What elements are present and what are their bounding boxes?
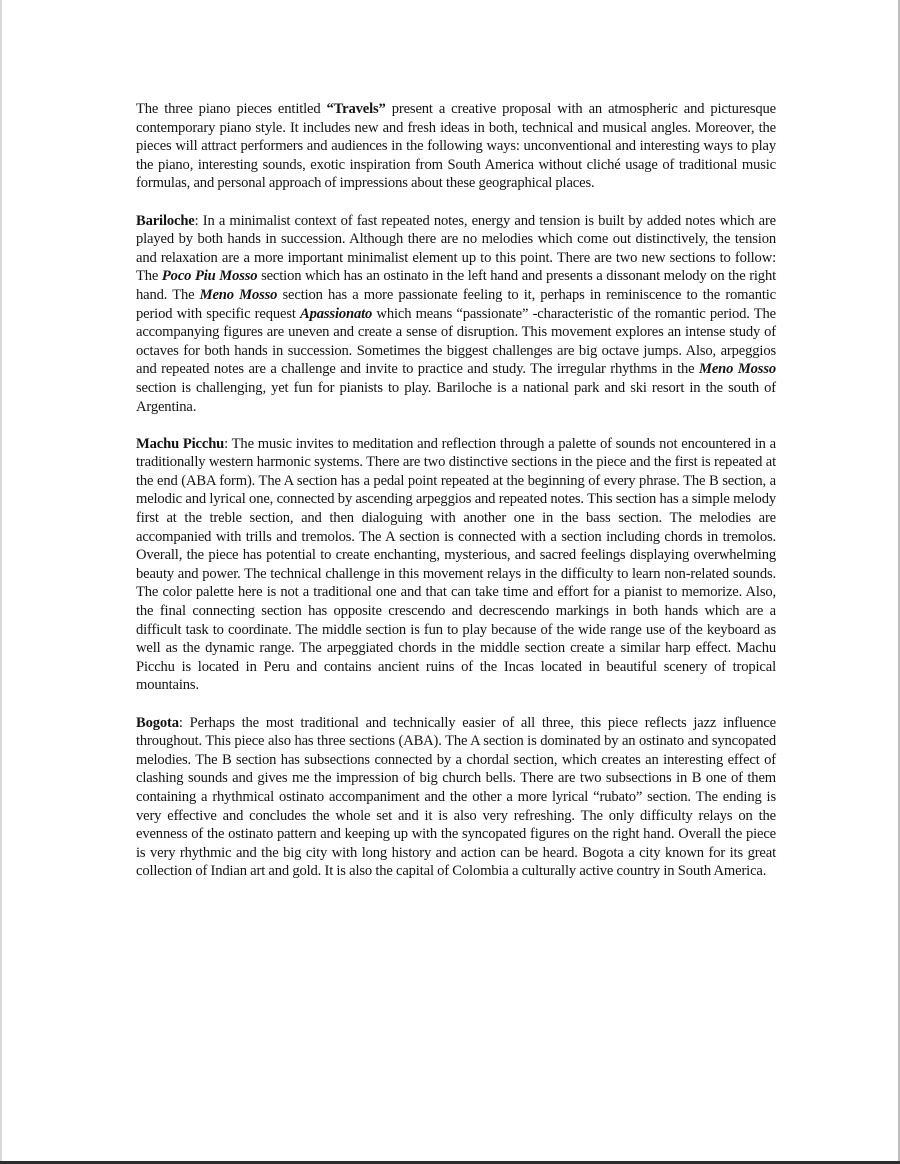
machu-picchu-paragraph: [136, 435, 776, 695]
bariloche-text-4: which means “passionate” -characteristic of the romantic period. The accompanying figures are uneven and create a sense of disruption. This movement explores an intense study of octaves for both hands in succession. Sometimes the biggest challenges are big octave jumps. Also, arpeggios and repeated notes are a challenge and invite to practice and study. The irregular rhythms in the: [136, 305, 776, 378]
document-body: [136, 100, 776, 900]
meno-mosso-term: Meno Mosso: [199, 286, 278, 303]
poco-piu-mosso-term: Poco Piu Mosso: [161, 268, 258, 285]
bariloche-text-5: section is challenging, yet fun for pianists to play. Bariloche is a national park and ski resort in the south of Argentina.: [136, 379, 776, 415]
intro-text-1: The three piano pieces entitled: [136, 101, 327, 117]
bogota-text: : Perhaps the most traditional and technically easier of all three, this piece reflects jazz influence throughout. This piece also has three sections (ABA). The A section is dominated by an ostinato and syncopated melodies. The B section has subsections connected by a chordal section, which creates an interesting effect of clashing sounds and gives me the impression of big church bells. There are two subsections in B one of them containing a rhythmical ostinato accompaniment and the other a more lyrical “rubato” section. The ending is very effective and concludes the whole set and it is also very refreshing. The only difficulty relays on the evenness of the ostinato pattern and keeping up with the syncopated figures on the right hand. Overall the piece is very rhythmic and the big city with long history and action can be heard. Bogota a city known for its great collection of Indian art and gold. It is also the capital of Colombia a culturally active country in South America.: [136, 714, 776, 880]
travels-title: “Travels”: [326, 101, 386, 117]
bariloche-paragraph: [136, 212, 776, 417]
machu-picchu-heading: Machu Picchu: [136, 435, 225, 452]
intro-text-2: present a creative proposal with an atmospheric and picturesque contemporary piano style. It includes new and fresh ideas in both, technical and musical angles. Moreover, the pieces will attract performers and audiences in the following ways: unconventional and interesting ways to play the piano, interesting sounds, exotic inspiration from South America without cliché usage of traditional music formulas, and personal approach of impressions about these geographical places.: [136, 101, 777, 192]
meno-mosso-term-2: Meno Mosso: [699, 361, 776, 378]
bariloche-text-1: : In a minimalist context of fast repeated notes, energy and tension is built by added notes which are played by both hands in succession. Although there are no melodies which come out distinctively, the tension and relaxation are a more important minimalist element up to this point. There are two new sections to follow: The: [136, 212, 776, 285]
bogota-paragraph: [136, 714, 776, 881]
apassionato-term: Apassionato: [300, 305, 373, 322]
bariloche-heading: Bariloche: [136, 212, 195, 229]
intro-paragraph: [136, 100, 776, 193]
scan-left-edge: [0, 0, 2, 1164]
bogota-heading: Bogota: [136, 714, 179, 731]
machu-picchu-text: : The music invites to meditation and reflection through a palette of sounds not encountered in a traditionally western harmonic systems. There are two distinctive sections in the piece and the first is repeated at the end (ABA form). The A section has a pedal point repeated at the beginning of every phrase. The B section, a melodic and lyrical one, connected by ascending arpeggios and repeated notes. This section has a simple melody first at the treble section, and then dialoguing with another one in the bass section. The melodies are accompanied with trills and tremolos. The A section is connected with a section including chords in tremolos. Overall, the piece has potential to create enchanting, mysterious, and sacred feelings displaying overwhelming beauty and power. The technical challenge in this movement relays in the difficulty to learn non-related sounds. The color palette here is not a traditional one and that can take time and effort for a pianist to memorize. Also, the final connecting section has opposite crescendo and decrescendo markings in both hands which are a difficult task to coordinate. The middle section is fun to play because of the wide range use of the keyboard as well as the dynamic range. The arpeggiated chords in the middle section create a similar harp effect. Machu Picchu is located in Peru and contains ancient ruins of the Incas located in beautiful scenery of tropical mountains.: [136, 435, 776, 694]
bariloche-text-2: section which has an ostinato in the left hand and presents a dissonant melody on the right hand. The: [136, 268, 777, 303]
bariloche-text-3: section has a more passionate feeling to it, perhaps in reminiscence to the romantic period with specific request: [136, 286, 776, 322]
